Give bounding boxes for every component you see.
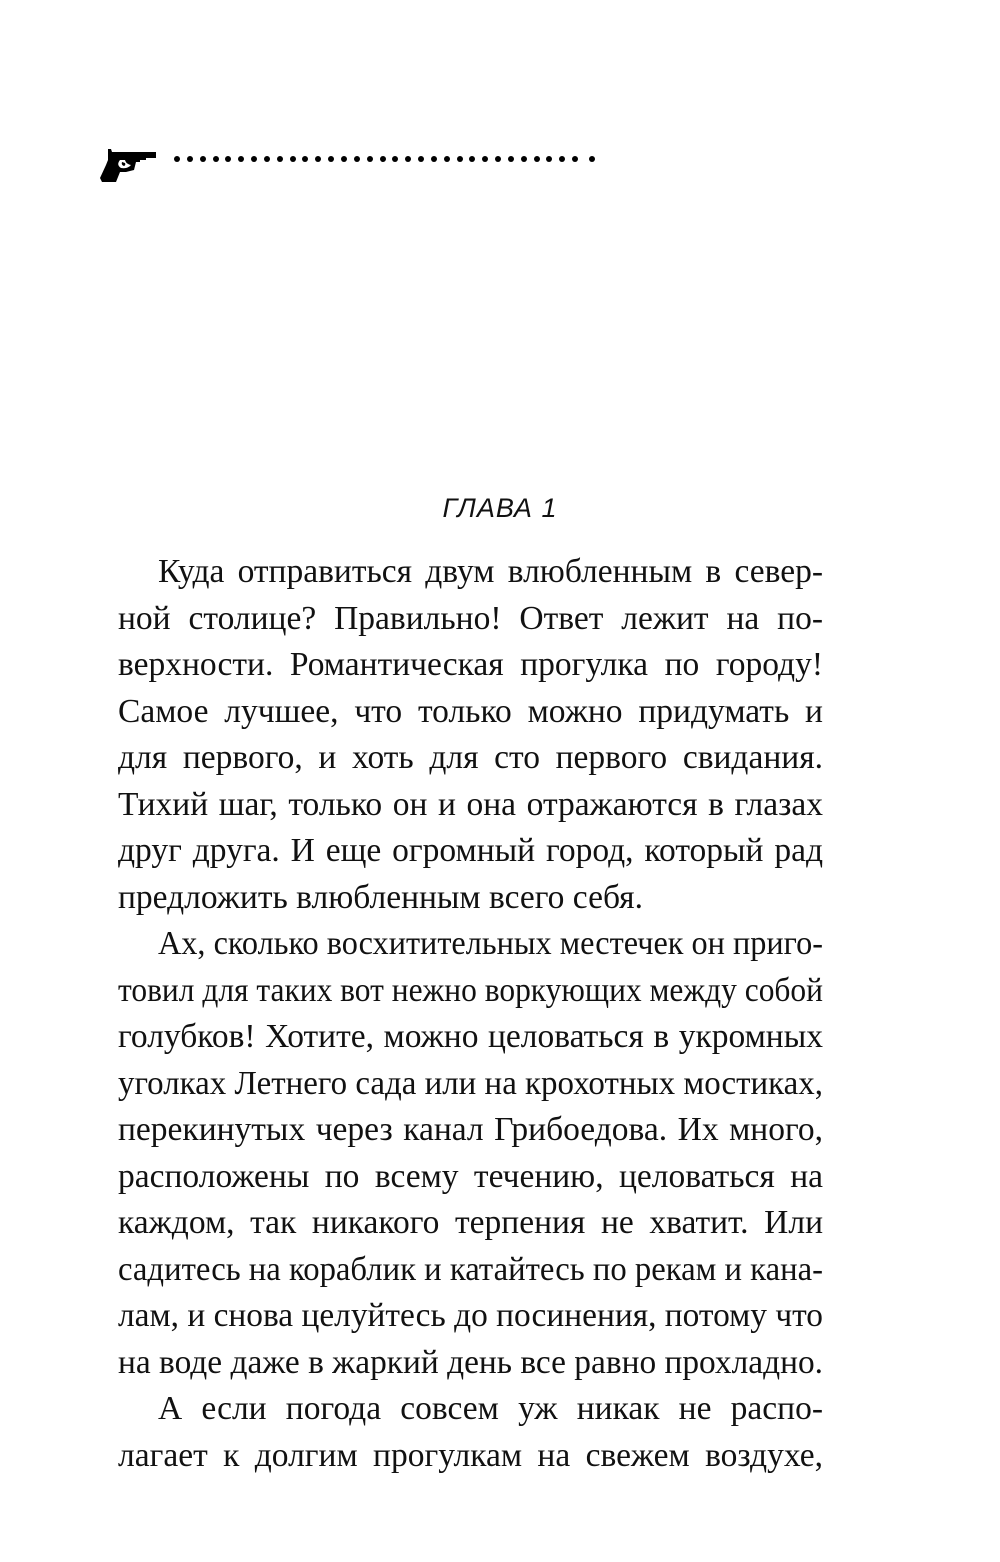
dot bbox=[508, 156, 514, 162]
dot bbox=[187, 156, 193, 162]
text-line: Ах, сколько восхитительных местечек он приго- bbox=[157, 925, 823, 962]
text-line: Тихий шаг, только он и она отражаются в глазах bbox=[118, 785, 823, 823]
chapter-title: ГЛАВА 1 bbox=[442, 493, 558, 523]
text-line: Куда отправиться двум влюбленным в север- bbox=[158, 553, 823, 590]
dot bbox=[315, 156, 321, 162]
dot bbox=[495, 156, 501, 162]
page-header-ornament bbox=[98, 145, 828, 190]
text-line: предложить влюбленным всего себя. bbox=[118, 878, 643, 916]
dot bbox=[290, 156, 296, 162]
text-line: перекинутых через канал Грибоедова. Их много, bbox=[118, 1111, 823, 1148]
dot bbox=[559, 156, 565, 162]
dot bbox=[589, 156, 595, 162]
dot bbox=[264, 156, 270, 162]
text-line: на воде даже в жаркий день все равно прохладно. bbox=[118, 1343, 823, 1381]
dot bbox=[277, 156, 283, 162]
dot bbox=[392, 156, 398, 162]
dot bbox=[572, 156, 578, 162]
paragraph bbox=[118, 1386, 823, 1479]
dot bbox=[302, 156, 308, 162]
dotted-rule bbox=[174, 156, 602, 162]
dot bbox=[213, 156, 219, 162]
paragraph bbox=[118, 921, 823, 1386]
dot bbox=[354, 156, 360, 162]
text-line: верхности. Романтическая прогулка по городу! bbox=[118, 646, 823, 683]
text-line: лам, и снова целуйтесь до посинения, потому что bbox=[118, 1297, 823, 1334]
body-text bbox=[118, 549, 823, 1479]
dot bbox=[546, 156, 552, 162]
dot bbox=[469, 156, 475, 162]
dot bbox=[444, 156, 450, 162]
dot bbox=[482, 156, 488, 162]
dot bbox=[238, 156, 244, 162]
text-line: садитесь на кораблик и катайтесь по рекам и кана- bbox=[118, 1250, 823, 1288]
dot bbox=[418, 156, 424, 162]
text-line: уголках Летнего сада или на крохотных мостиках, bbox=[118, 1064, 823, 1102]
dot bbox=[457, 156, 463, 162]
text-line: Самое лучшее, что только можно придумать и bbox=[118, 692, 823, 730]
text-line: друг друга. И еще огромный город, который рад bbox=[118, 832, 823, 869]
dot bbox=[380, 156, 386, 162]
paragraph bbox=[118, 549, 823, 921]
dot bbox=[174, 156, 180, 162]
text-line: расположены по всему течению, целоваться на bbox=[118, 1157, 823, 1195]
dot bbox=[225, 156, 231, 162]
text-line: А если погода совсем уж никак не распо- bbox=[158, 1390, 823, 1427]
dot bbox=[534, 156, 540, 162]
text-line: ной столице? Правильно! Ответ лежит на по- bbox=[118, 599, 823, 637]
text-line: товил для таких вот нежно воркующих между собой bbox=[118, 971, 823, 1009]
dot bbox=[200, 156, 206, 162]
dot bbox=[341, 156, 347, 162]
text-line: каждом, так никакого терпения не хватит. Или bbox=[118, 1204, 823, 1241]
dot bbox=[431, 156, 437, 162]
text-line: голубков! Хотите, можно целоваться в укромных bbox=[118, 1018, 823, 1055]
dot bbox=[367, 156, 373, 162]
dot bbox=[405, 156, 411, 162]
text-line: лагает к долгим прогулкам на свежем воздухе, bbox=[118, 1436, 823, 1474]
dot bbox=[521, 156, 527, 162]
text-line: для первого, и хоть для сто первого свидания. bbox=[118, 739, 823, 776]
dot bbox=[251, 156, 257, 162]
dot bbox=[328, 156, 334, 162]
revolver-icon bbox=[98, 145, 158, 185]
